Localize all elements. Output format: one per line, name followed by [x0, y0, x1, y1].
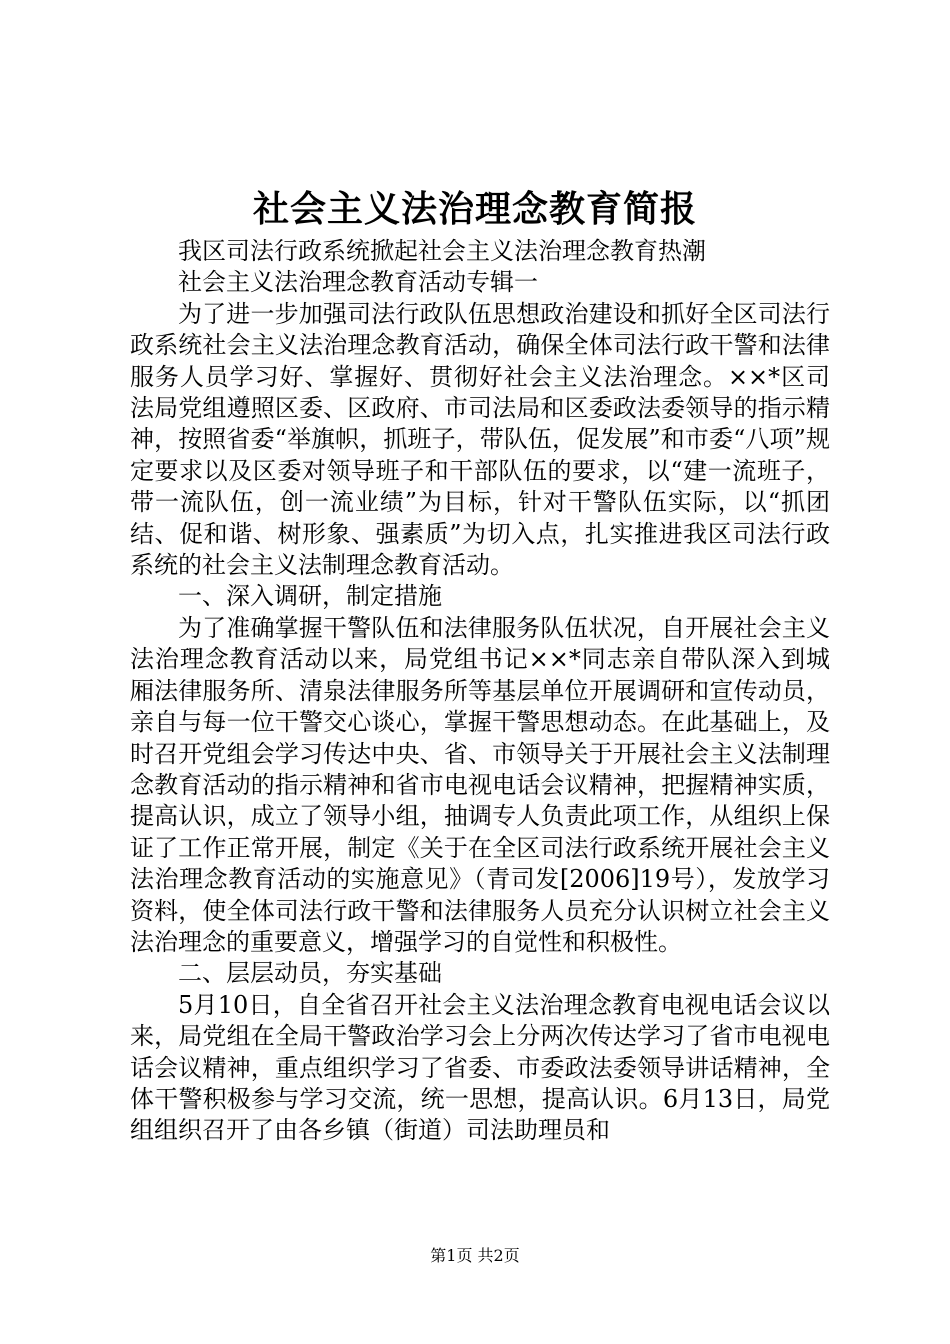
section-heading-1: 一、深入调研，制定措施	[178, 582, 442, 611]
body-paragraph-section-1: 为了准确掌握干警队伍和法律服务队伍状况，自开展社会主义法治理念教育活动以来，局党组书记××*同志亲自带队深入到城厢法律服务所、清泉法律服务所等基层单位开展调研和宣传动员，亲自与每一位干警交心谈心，掌握干警思想动态。在此基础上，及时召开党组会学习传达中央、省、市领导关于开展社会主义法制理念教育活动的指示精神和省市电视电话会议精神，把握精神实质，提高认识，成立了领导小组，抽调专人负责此项工作，从组织上保证了工作正常开展，制定《关于在全区司法行政系统开展社会主义法治理念教育活动的实施意见》（青司发[2006]19号），发放学习资料，使全体司法行政干警和法律服务人员充分认识树立社会主义法治理念的重要意义，增强学习的自觉性和积极性。	[130, 613, 830, 956]
subtitle-line-2: 社会主义法治理念教育活动专辑一	[178, 268, 538, 297]
body-paragraph-section-2: 5月10日，自全省召开社会主义法治理念教育电视电话会议以来，局党组在全局干警政治学习会上分两次传达学习了省市电视电话会议精神，重点组织学习了省委、市委政法委领导讲话精神，全体干警积极参与学习交流，统一思想，提高认识。6月13日，局党组组织召开了由各乡镇（街道）司法助理员和	[130, 990, 830, 1145]
section-heading-2: 二、层层动员，夯实基础	[178, 959, 442, 988]
document-title: 社会主义法治理念教育简报	[252, 188, 697, 230]
document-body	[130, 236, 830, 1147]
body-paragraph-intro: 为了进一步加强司法行政队伍思想政治建设和抓好全区司法行政系统社会主义法治理念教育活动，确保全体司法行政干警和法律服务人员学习好、掌握好、贯彻好社会主义法治理念。××*区司法局党组遵照区委、区政府、市司法局和区委政法委领导的指示精神，按照省委“举旗帜，抓班子，带队伍，促发展”和市委“八项”规定要求以及区委对领导班子和干部队伍的要求，以“建一流班子，带一流队伍，创一流业绩”为目标，针对干警队伍实际，以“抓团结、促和谐、树形象、强素质”为切入点，扎实推进我区司法行政系统的社会主义法制理念教育活动。	[130, 299, 830, 580]
page-footer: 第1页 共2页	[430, 1246, 520, 1265]
subtitle-line-1: 我区司法行政系统掀起社会主义法治理念教育热潮	[178, 237, 706, 265]
